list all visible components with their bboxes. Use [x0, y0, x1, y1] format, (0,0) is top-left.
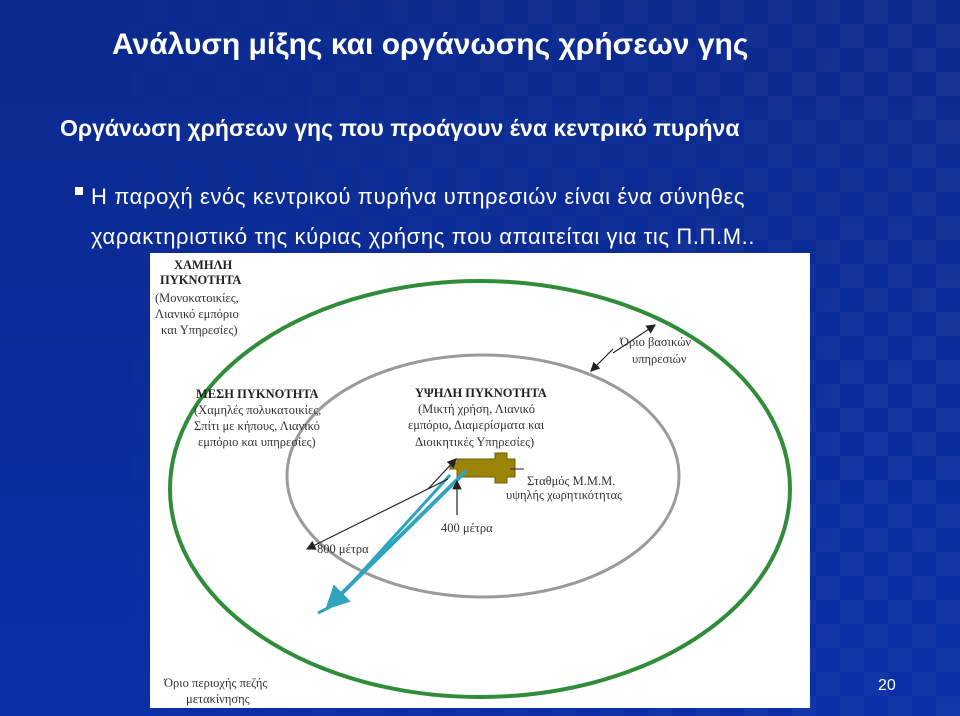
- slide-title: Ανάλυση μίξης και οργάνωσης χρήσεων γης: [112, 28, 749, 61]
- distance-800m-label: 800 μέτρα: [317, 542, 369, 556]
- medium-density-line-1: (Χαμηλές πολυκατοικίες,: [194, 403, 322, 417]
- low-density-line-1: (Μονοκατοικίες,: [155, 291, 239, 305]
- low-density-line-2: Λιανικό εμπόριο: [155, 307, 239, 321]
- high-density-title: ΥΨΗΛΗ ΠΥΚΝΟΤΗΤΑ: [415, 386, 547, 400]
- low-density-title-1: ΧΑΜΗΛΗ: [174, 258, 233, 272]
- walking-limit-line-2: μετακίνησης: [186, 692, 250, 706]
- station-line-2: υψηλής χωρητικότητας: [506, 488, 623, 502]
- walking-limit-line-1: Όριο περιοχής πεζής: [164, 676, 268, 690]
- bullet-square-icon: [75, 187, 83, 195]
- low-density-line-3: και Υπηρεσίες): [161, 323, 238, 337]
- medium-density-line-3: εμπόριο και υπηρεσίες): [198, 435, 316, 449]
- page-number: 20: [878, 677, 896, 694]
- station-line-1: Σταθμός Μ.Μ.Μ.: [527, 474, 616, 488]
- diagram-canvas: [150, 253, 810, 708]
- high-density-line-1: (Μικτή χρήση, Λιανικό: [418, 402, 536, 416]
- basic-services-limit-line-1: Όριο βασικών: [620, 335, 692, 349]
- bullet-line-2: χαρακτηριστικό της κύριας χρήσης που απαιτείται για τις Π.Π.Μ..: [91, 224, 756, 249]
- medium-density-title: ΜΕΣΗ ΠΥΚΝΟΤΗΤΑ: [196, 387, 319, 401]
- bullet-point: [91, 177, 911, 257]
- bullet-line-1: Η παροχή ενός κεντρικού πυρήνα υπηρεσιών είναι ένα σύνηθες: [91, 184, 746, 209]
- low-density-title-2: ΠΥΚΝΟΤΗΤΑ: [160, 273, 242, 287]
- density-zones-diagram: [150, 253, 810, 708]
- distance-400m-label: 400 μέτρα: [441, 521, 493, 535]
- high-density-label: [408, 386, 547, 449]
- slide-subtitle: Οργάνωση χρήσεων γης που προάγουν ένα κεντρικό πυρήνα: [60, 115, 740, 141]
- high-density-line-3: Διοικητικές Υπηρεσίες): [415, 435, 535, 449]
- high-density-line-2: εμπόριο, Διαμερίσματα και: [408, 418, 545, 432]
- medium-density-line-2: Σπίτι με κήπους, Λιανικό: [194, 419, 320, 433]
- basic-services-limit-line-2: υπηρεσιών: [632, 352, 687, 366]
